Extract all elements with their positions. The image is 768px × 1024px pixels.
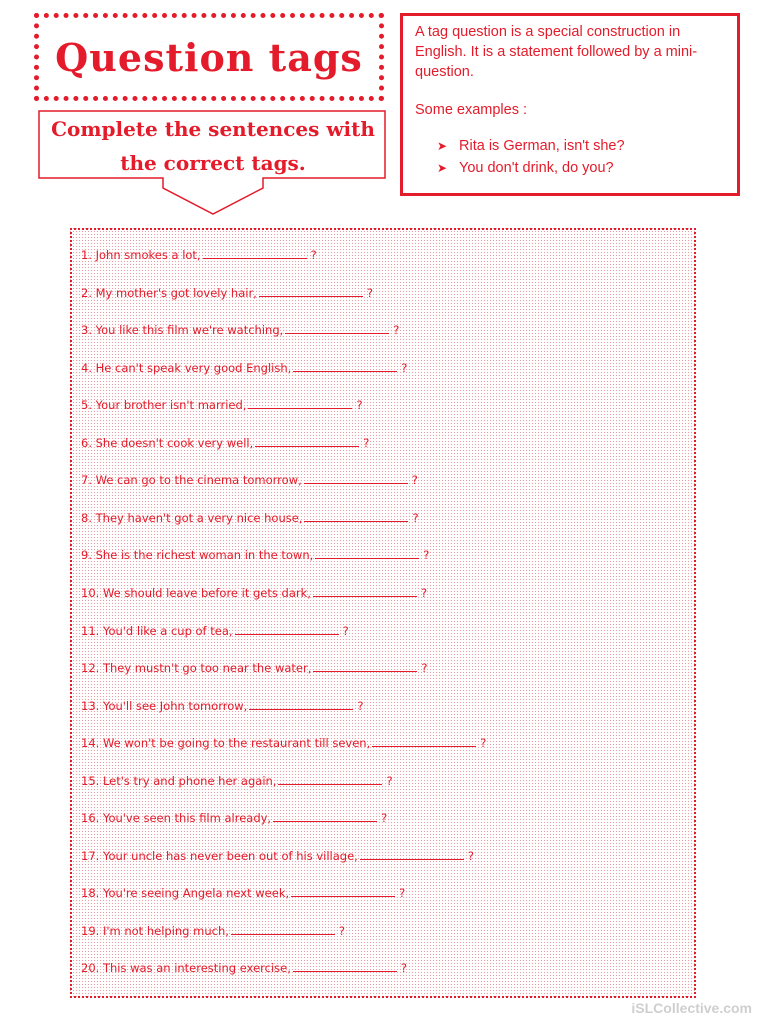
examples-label: Some examples : (415, 102, 528, 118)
answer-blank[interactable] (291, 886, 395, 897)
question-item: 5. Your brother isn't married, ? (81, 398, 363, 412)
info-box (400, 13, 740, 196)
examples-list (415, 136, 727, 178)
question-item: 3. You like this film we're watching, ? (81, 323, 400, 337)
instruction-text (42, 112, 384, 180)
answer-blank[interactable] (249, 699, 353, 710)
answer-blank[interactable] (285, 323, 389, 334)
answer-blank[interactable] (313, 586, 417, 597)
question-item: 18. You're seeing Angela next week, ? (81, 886, 406, 900)
answer-blank[interactable] (313, 661, 417, 672)
answer-blank[interactable] (259, 286, 363, 297)
answer-blank[interactable] (293, 361, 397, 372)
example-item: ➤ Rita is German, isn't she? (437, 138, 625, 154)
question-item: 15. Let's try and phone her again, ? (81, 774, 393, 788)
arrow-bullet-icon: ➤ (437, 161, 448, 175)
question-item: 7. We can go to the cinema tomorrow, ? (81, 473, 418, 487)
question-item: 9. She is the richest woman in the town, ? (81, 548, 430, 562)
instruction-line-1: Complete the sentences with (51, 117, 375, 141)
question-item: 20. This was an interesting exercise, ? (81, 961, 407, 975)
answer-blank[interactable] (255, 436, 359, 447)
instruction-line-2: the correct tags. (120, 151, 306, 175)
question-item: 17. Your uncle has never been out of his village, ? (81, 849, 474, 863)
answer-blank[interactable] (278, 774, 382, 785)
question-item: 6. She doesn't cook very well, ? (81, 436, 370, 450)
answer-blank[interactable] (304, 511, 408, 522)
arrow-bullet-icon: ➤ (437, 139, 448, 153)
example-item: ➤ You don't drink, do you? (437, 160, 614, 176)
watermark: iSLCollective.com (631, 1000, 752, 1016)
question-item: 10. We should leave before it gets dark, ? (81, 586, 428, 600)
answer-blank[interactable] (293, 961, 397, 972)
answer-blank[interactable] (231, 924, 335, 935)
question-item: 16. You've seen this film already, ? (81, 811, 388, 825)
title-box (34, 13, 384, 101)
instruction-callout (38, 110, 386, 216)
exercise-box (70, 228, 696, 998)
answer-blank[interactable] (273, 811, 377, 822)
page-title: Question tags (55, 34, 363, 80)
answer-blank[interactable] (304, 473, 408, 484)
answer-blank[interactable] (372, 736, 476, 747)
answer-blank[interactable] (315, 548, 419, 559)
answer-blank[interactable] (203, 248, 307, 259)
answer-blank[interactable] (235, 624, 339, 635)
answer-blank[interactable] (360, 849, 464, 860)
question-item: 1. John smokes a lot, ? (81, 248, 317, 262)
question-item: 13. You'll see John tomorrow, ? (81, 699, 364, 713)
question-item: 11. You'd like a cup of tea, ? (81, 624, 349, 638)
question-item: 12. They mustn't go too near the water, ? (81, 661, 428, 675)
question-item: 2. My mother's got lovely hair, ? (81, 286, 373, 300)
question-item: 14. We won't be going to the restaurant till seven, ? (81, 736, 487, 750)
definition-text: A tag question is a special construction in English. It is a statement followed by a mini-question. (415, 24, 698, 80)
question-item: 19. I'm not helping much, ? (81, 924, 346, 938)
answer-blank[interactable] (248, 398, 352, 409)
question-item: 8. They haven't got a very nice house, ? (81, 511, 419, 525)
question-item: 4. He can't speak very good English, ? (81, 361, 408, 375)
